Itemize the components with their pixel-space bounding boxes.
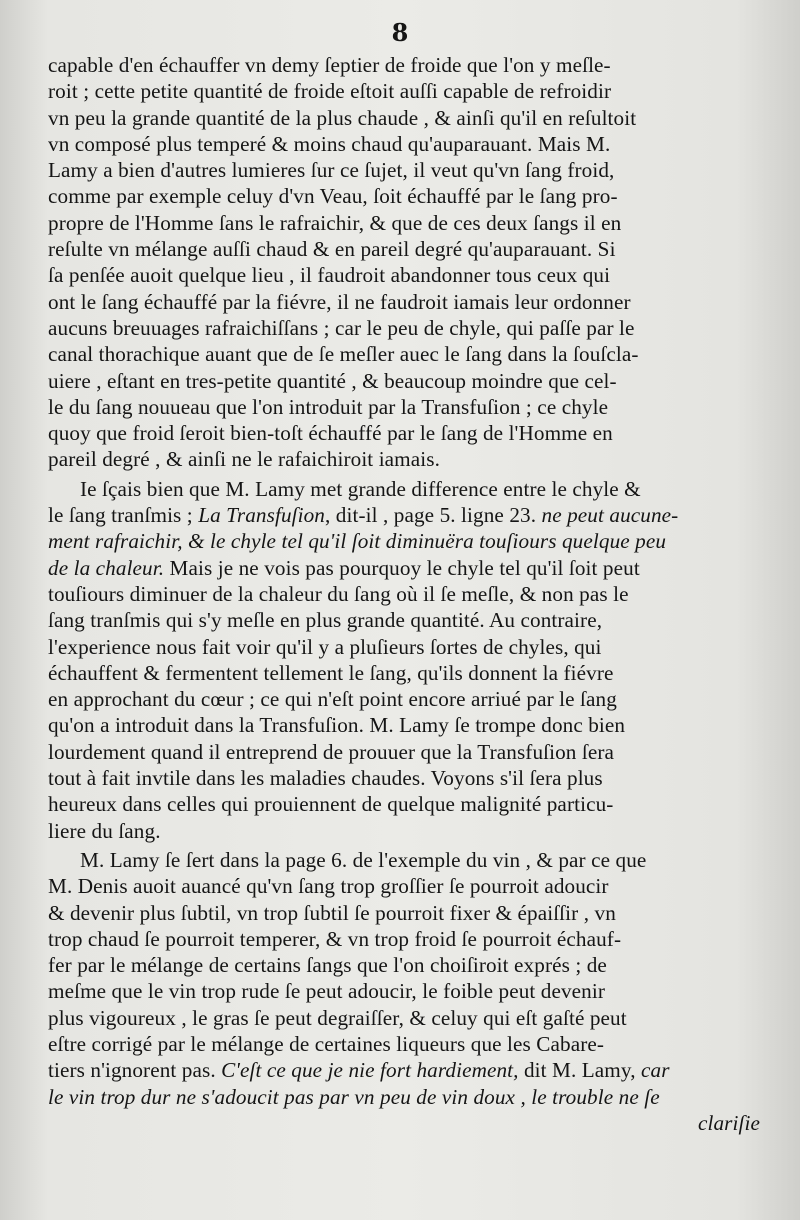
text-segment: plus vigoureux , le gras ſe peut degraiſſer, & celuy qui eſt gaſté peut: [48, 1005, 627, 1030]
text-segment: ſang tranſmis qui s'y meſle en plus grande quantité. Au contraire,: [48, 608, 603, 633]
italic-segment: le vin trop dur ne s'adoucit pas par vn peu de vin doux , le trouble ne ſe: [48, 1084, 660, 1109]
text-segment: le ſang tranſmis ;: [48, 503, 199, 528]
text-segment: Ie ſçais bien que M. Lamy met grande difference entre le chyle &: [80, 476, 641, 501]
text-line: [48, 900, 760, 926]
text-line: [48, 528, 760, 554]
text-line: [48, 660, 760, 686]
text-segment: tout à fait invtile dans les maladies chaudes. Voyons s'il ſera plus: [48, 766, 603, 791]
text-line: [48, 368, 760, 394]
text-segment: qu'on a introduit dans la Transfuſion. M. Lamy ſe trompe donc bien: [48, 713, 626, 738]
text-segment: & devenir plus ſubtil, vn trop ſubtil ſe pourroit fixer & épaiſſir , vn: [48, 900, 616, 925]
text-line: [48, 765, 760, 791]
text-segment: touſiours diminuer de la chaleur du ſang où il ſe meſle, & non pas le: [48, 581, 629, 606]
text-segment: propre de l'Homme ſans le rafraichir, & que de ces deux ſangs il en: [48, 210, 622, 235]
text-line: [48, 52, 760, 78]
text-segment: heureux dans celles qui prouiennent de quelque malignité particu-: [48, 792, 614, 817]
text-line: [48, 555, 760, 581]
text-segment: uiere , eſtant en tres-petite quantité , & beaucoup moindre que cel-: [48, 368, 617, 393]
italic-segment: C'eſt ce que je nie fort hardiement,: [221, 1058, 519, 1083]
text-line: [48, 420, 760, 446]
paragraph: [48, 847, 760, 1136]
text-line: [48, 847, 760, 873]
text-line: [48, 952, 760, 978]
text-segment: M. Lamy ſe ſert dans la page 6. de l'exemple du vin , & par ce que: [80, 847, 647, 872]
text-line: [48, 341, 760, 367]
paragraph: [48, 476, 760, 844]
text-segment: M. Denis auoit auancé qu'vn ſang trop groſſier ſe pourroit adoucir: [48, 874, 609, 899]
text-segment: comme par exemple celuy d'vn Veau, ſoit échauffé par le ſang pro-: [48, 184, 618, 209]
italic-segment: La Transfuſion: [198, 503, 325, 528]
catchword: clariſie: [698, 1110, 760, 1135]
text-segment: trop chaud ſe pourroit temperer, & vn trop froid ſe pourroit échauf-: [48, 926, 622, 951]
text-line: [48, 926, 760, 952]
text-segment: fer par le mélange de certains ſangs que l'on choiſiroit exprés ; de: [48, 953, 607, 978]
text-line: [48, 157, 760, 183]
text-line: [48, 315, 760, 341]
text-line: [48, 78, 760, 104]
text-line: [48, 581, 760, 607]
text-line: [48, 236, 760, 262]
text-segment: reſulte vn mélange auſſi chaud & en pareil degré qu'auparauant. Si: [48, 237, 616, 262]
text-segment: Lamy a bien d'autres lumieres ſur ce ſujet, il veut qu'vn ſang froid,: [48, 158, 615, 183]
text-segment: ont le ſang échauffé par la fiévre, il ne faudroit iamais leur ordonner: [48, 289, 631, 314]
text-line: [48, 686, 760, 712]
text-segment: échauffent & fermentent tellement le ſang, qu'ils donnent la fiévre: [48, 660, 614, 685]
text-segment: , dit-il , page 5. ligne 23.: [325, 503, 542, 528]
text-segment: Mais je ne vois pas pourquoy le chyle tel qu'il ſoit peut: [164, 555, 640, 580]
text-line: [48, 502, 760, 528]
text-line: [48, 476, 760, 502]
text-line: [48, 394, 760, 420]
text-segment: aucuns breuuages rafraichiſſans ; car le peu de chyle, qui paſſe par le: [48, 315, 635, 340]
text-segment: vn composé plus temperé & moins chaud qu'auparauant. Mais M.: [48, 131, 611, 156]
paragraph: [48, 52, 760, 473]
italic-segment: ment rafraichir, & le chyle tel qu'il ſoit diminuëra touſiours quelque peu: [48, 529, 667, 554]
text-line: [48, 873, 760, 899]
text-segment: ſa penſée auoit quelque lieu , il faudroit abandonner tous ceux qui: [48, 263, 611, 288]
text-line: [48, 183, 760, 209]
text-segment: vn peu la grande quantité de la plus chaude , & ainſi qu'il en reſultoit: [48, 105, 637, 130]
text-segment: dit M. Lamy,: [518, 1058, 641, 1083]
text-segment: eſtre corrigé par le mélange de certaines liqueurs que les Cabare-: [48, 1031, 605, 1056]
text-segment: liere du ſang.: [48, 818, 161, 843]
text-segment: lourdement quand il entreprend de prouuer que la Transfuſion ſera: [48, 739, 615, 764]
text-segment: l'experience nous fait voir qu'il y a pluſieurs ſortes de chyles, qui: [48, 634, 602, 659]
text-line: [48, 289, 760, 315]
text-line: [48, 739, 760, 765]
text-line: [48, 818, 760, 844]
italic-segment: car: [641, 1058, 670, 1083]
text-segment: tiers n'ignorent pas.: [48, 1058, 222, 1083]
text-line: [48, 446, 760, 472]
body-text: [48, 52, 760, 1136]
text-line: [48, 634, 760, 660]
text-segment: meſme que le vin trop rude ſe peut adoucir, le foible peut devenir: [48, 979, 606, 1004]
text-line: [48, 1005, 760, 1031]
text-line: [48, 105, 760, 131]
text-line: [48, 1031, 760, 1057]
italic-segment: de la chaleur.: [48, 555, 165, 580]
text-line: [48, 607, 760, 633]
text-line: [48, 210, 760, 236]
text-segment: le du ſang nouueau que l'on introduit par la Transfuſion ; ce chyle: [48, 394, 609, 419]
text-line: [48, 978, 760, 1004]
text-line: [48, 712, 760, 738]
page-number: 8: [391, 18, 409, 47]
text-line: [48, 131, 760, 157]
text-segment: canal thorachique auant que de ſe meſler auec le ſang dans la ſouſcla-: [48, 342, 639, 367]
italic-segment: ne peut aucune-: [541, 503, 679, 528]
text-segment: roit ; cette petite quantité de froide eſtoit auſſi capable de refroidir: [48, 79, 612, 104]
text-segment: capable d'en échauffer vn demy ſeptier de froide que l'on y meſle-: [48, 53, 611, 77]
text-segment: pareil degré , & ainſi ne le rafaichiroit iamais.: [48, 447, 440, 472]
text-segment: quoy que froid ſeroit bien-toſt échauffé par le ſang de l'Homme en: [48, 421, 613, 446]
text-line: [48, 262, 760, 288]
text-segment: en approchant du cœur ; ce qui n'eſt point encore arriué par le ſang: [48, 687, 617, 712]
text-line: [48, 1084, 760, 1110]
text-line: [48, 791, 760, 817]
text-line: [48, 1057, 760, 1083]
